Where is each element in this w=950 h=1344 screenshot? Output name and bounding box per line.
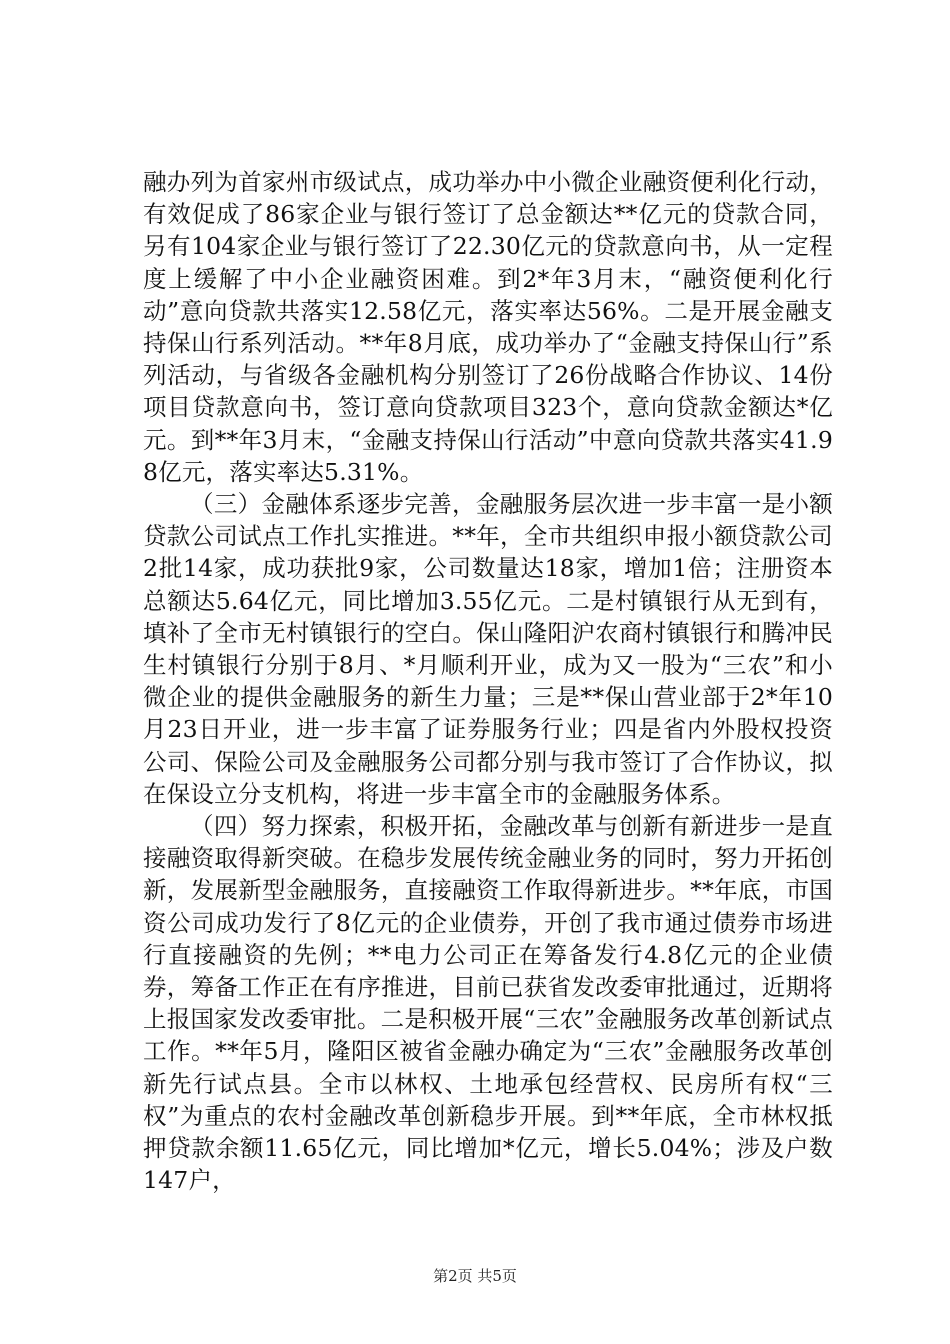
document-body	[143, 166, 833, 1197]
paragraph-financial-reform: （四）努力探索，积极开拓，金融改革与创新有新进步一是直接融资取得新突破。在稳步发展传统金融业务的同时，努力开拓创新，发展新型金融服务，直接融资工作取得新进步。**年底，市国资公司成功发行了8亿元的企业债券，开创了我市通过债券市场进行直接融资的先例；**电力公司正在筹备发行4.8亿元的企业债券，筹备工作正在有序推进，目前已获省发改委审批通过，近期将上报国家发改委审批。二是积极开展“三农”金融服务改革创新试点工作。**年5月，隆阳区被省金融办确定为“三农”金融服务改革创新先行试点县。全市以林权、土地承包经营权、民房所有权“三权”为重点的农村金融改革创新稳步开展。到**年底，全市林权抵押贷款余额11.65亿元，同比增加*亿元，增长5.04%；涉及户数147户，	[143, 812, 833, 1195]
paragraph-financing-activities: 融办列为首家州市级试点，成功举办中小微企业融资便利化行动，有效促成了86家企业与银行签订了总金额达**亿元的贷款合同，另有104家企业与银行签订了22.30亿元的贷款意向书，从一定程度上缓解了中小企业融资困难。到2*年3月末，“融资便利化行动”意向贷款共落实12.58亿元，落实率达56%。二是开展金融支持保山行系列活动。**年8月底，成功举办了“金融支持保山行”系列活动，与省级各金融机构分别签订了26份战略合作协议、14份项目贷款意向书，签订意向贷款项目323个，意向贷款金额达*亿元。到**年3月末，“金融支持保山行活动”中意向贷款共落实41.98亿元，落实率达5.31%。	[143, 168, 833, 486]
page-number-footer: 第2页 共5页	[433, 1267, 517, 1285]
paragraph-financial-system: （三）金融体系逐步完善，金融服务层次进一步丰富一是小额贷款公司试点工作扎实推进。**年，全市共组织申报小额贷款公司2批14家，成功获批9家，公司数量达18家，增加1倍；注册资本总额达5.64亿元，同比增加3.55亿元。二是村镇银行从无到有，填补了全市无村镇银行的空白。保山隆阳沪农商村镇银行和腾冲民生村镇银行分别于8月、*月顺利开业，成为又一股为“三农”和小微企业的提供金融服务的新生力量；三是**保山营业部于2*年10月23日开业，进一步丰富了证券服务行业；四是省内外股权投资公司、保险公司及金融服务公司都分别与我市签订了合作协议，拟在保设立分支机构，将进一步丰富全市的金融服务体系。	[143, 490, 833, 808]
